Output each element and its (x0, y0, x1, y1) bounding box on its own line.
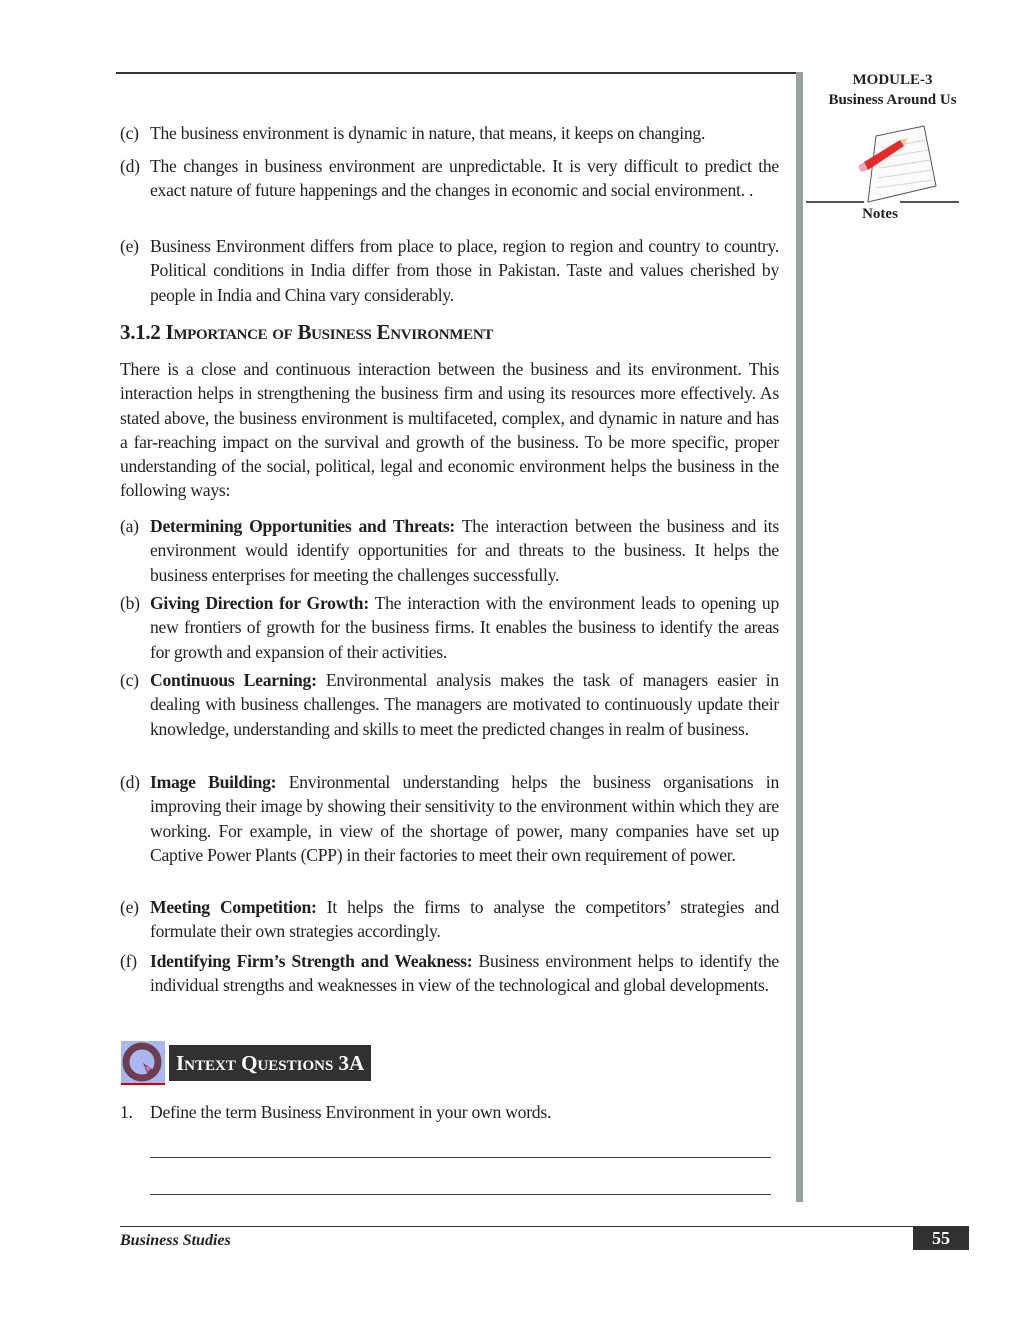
item-label: (c) (120, 670, 139, 690)
item-text (150, 514, 779, 587)
intext-questions-banner (121, 1041, 371, 1085)
notes-rule-left (806, 201, 864, 203)
item-label: (f) (120, 951, 137, 971)
item-title: Determining Opportunities and Threats: (150, 516, 456, 536)
list-item (120, 591, 779, 664)
item-text: The business environment is dynamic in nature, that means, it keeps on changing. (150, 123, 706, 143)
answer-line (150, 1194, 771, 1195)
item-body: It helps the firms to analyse the competitors’ strategies and formulate their own strategies accordingly. (150, 897, 779, 942)
list-item (120, 234, 779, 307)
list-item (120, 770, 779, 867)
intro-paragraph: There is a close and continuous interaction between the business and its environment. This interaction helps in strengthening the business firm and using its resources more effectively. As stated above, the business environment is multifaceted, complex, and dynamic in nature and has a far-reaching impact on the survival and growth of the business. To be more specific, proper understanding of the social, political, legal and economic environment helps the business in the following ways: (120, 359, 779, 501)
margin-bar (796, 72, 803, 1202)
list-item (120, 895, 779, 944)
item-title: Giving Direction for Growth: (150, 593, 369, 613)
module-title: Business Around Us (828, 92, 957, 108)
item-label: (d) (120, 772, 140, 792)
item-text: The changes in business environment are unpredictable. It is very difficult to predict the exact nature of future happenings and the changes in economic and social environment. . (150, 156, 779, 201)
item-body: Business environment helps to identify the individual strengths and weaknesses in view of the technological and global developments. (150, 951, 779, 996)
item-label: (e) (120, 236, 139, 256)
intext-title: Intext Questions 3A (169, 1045, 371, 1081)
footer-rule (120, 1226, 969, 1227)
item-title: Continuous Learning: (150, 670, 317, 690)
item-label: (a) (120, 516, 139, 536)
list-item (120, 514, 779, 587)
question-q-icon (121, 1041, 165, 1085)
item-label: (d) (120, 156, 140, 176)
page-number: 55 (913, 1227, 969, 1250)
item-text (150, 949, 779, 998)
item-body: Environmental analysis makes the task of managers easier in dealing with business challenges. The managers are motivated to continuously update their knowledge, understanding and skills to meet the predicted changes in realm of business. (150, 670, 779, 739)
list-item (120, 121, 779, 145)
answer-line (150, 1157, 771, 1158)
section-heading: 3.1.2 Importance of Business Environment (120, 320, 494, 344)
question-number: 1. (120, 1102, 133, 1122)
item-body: The interaction between the business and its environment would identify opportunities for and threats to the business. It helps the business enterprises for meeting the challenges successfully. (150, 516, 779, 585)
item-label: (b) (120, 593, 140, 613)
item-text (150, 895, 779, 944)
item-label: (c) (120, 123, 139, 143)
item-text (150, 668, 779, 741)
question-text: Define the term Business Environment in your own words. (150, 1102, 552, 1122)
module-header (810, 70, 975, 110)
top-rule (116, 72, 800, 74)
notes-label: Notes (862, 206, 898, 222)
item-text: Business Environment differs from place to place, region to region and country to country. Political conditions in India differ from those in Pakistan. Taste and values cherished by people in India and China vary considerably. (150, 236, 779, 305)
notes-pencil-icon (846, 124, 938, 204)
item-title: Meeting Competition: (150, 897, 317, 917)
footer-book-title: Business Studies (120, 1232, 231, 1249)
item-body: The interaction with the environment leads to opening up new frontiers of growth for the business firms. It enables the business to identify the areas for growth and expansion of their activities. (150, 593, 779, 662)
question-item (120, 1100, 779, 1124)
item-body: Environmental understanding helps the business organisations in improving their image by showing their sensitivity to the environment within which they are working. For example, in view of the shortage of power, many companies have set up Captive Power Plants (CPP) in their factories to meet their own requirement of power. (150, 772, 779, 865)
item-title: Identifying Firm’s Strength and Weakness: (150, 951, 473, 971)
notes-rule-right (900, 201, 959, 203)
module-number: MODULE-3 (852, 72, 933, 88)
item-text (150, 770, 779, 867)
item-label: (e) (120, 897, 139, 917)
list-item (120, 154, 779, 203)
item-title: Image Building: (150, 772, 277, 792)
item-text (150, 591, 779, 664)
list-item (120, 668, 779, 741)
list-item (120, 949, 779, 998)
